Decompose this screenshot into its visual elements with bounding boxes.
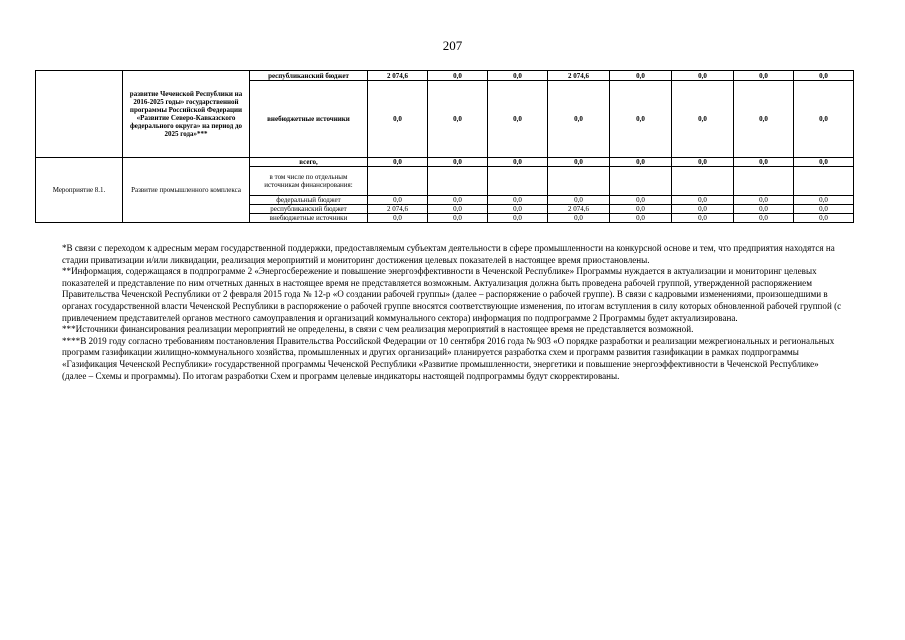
- measure-name: Развитие промышленного комплекса: [123, 158, 250, 223]
- budget-table: [35, 70, 854, 223]
- value-cell: 0,0: [428, 196, 488, 205]
- value-cell: 0,0: [794, 196, 854, 205]
- value-cell: 0,0: [734, 81, 794, 158]
- value-cell: 0,0: [548, 81, 610, 158]
- source-cell: республиканский бюджет: [250, 71, 368, 81]
- value-cell: 0,0: [610, 158, 672, 167]
- value-cell: 0,0: [488, 158, 548, 167]
- footnotes: [62, 243, 844, 382]
- table-cell-empty: [794, 167, 854, 196]
- value-cell: 2 074,6: [548, 205, 610, 214]
- value-cell: 0,0: [672, 71, 734, 81]
- value-cell: 0,0: [794, 158, 854, 167]
- value-cell: 0,0: [428, 71, 488, 81]
- value-cell: 0,0: [672, 81, 734, 158]
- source-cell: федеральный бюджет: [250, 196, 368, 205]
- source-cell: внебюджетные источники: [250, 214, 368, 223]
- table-row: [36, 71, 854, 81]
- table-cell-empty: [368, 167, 428, 196]
- measure-code: Мероприятие 8.1.: [36, 158, 123, 223]
- value-cell: 2 074,6: [368, 71, 428, 81]
- value-cell: 0,0: [734, 205, 794, 214]
- value-cell: 0,0: [548, 196, 610, 205]
- value-cell: 0,0: [672, 205, 734, 214]
- value-cell: 0,0: [368, 196, 428, 205]
- table-cell-empty: [548, 167, 610, 196]
- value-cell: 0,0: [672, 158, 734, 167]
- value-cell: 0,0: [734, 71, 794, 81]
- value-cell: 0,0: [794, 214, 854, 223]
- value-cell: 0,0: [734, 196, 794, 205]
- value-cell: 0,0: [428, 214, 488, 223]
- table-row: [36, 158, 854, 167]
- footnote: ***Источники финансирования реализации мероприятий не определены, в связи с чем реализация мероприятий в настоящее время не представляется возможной.: [62, 324, 694, 335]
- value-cell: 0,0: [428, 81, 488, 158]
- value-cell: 0,0: [610, 81, 672, 158]
- value-cell: 0,0: [734, 214, 794, 223]
- value-cell: 0,0: [610, 71, 672, 81]
- value-cell: 2 074,6: [548, 71, 610, 81]
- table-cell-empty: [488, 167, 548, 196]
- value-cell: 0,0: [368, 81, 428, 158]
- value-cell: 0,0: [794, 71, 854, 81]
- value-cell: 0,0: [672, 214, 734, 223]
- source-cell: республиканский бюджет: [250, 205, 368, 214]
- value-cell: 0,0: [488, 81, 548, 158]
- source-cell: всего,: [250, 158, 368, 167]
- table-cell-empty: [672, 167, 734, 196]
- value-cell: 0,0: [428, 158, 488, 167]
- table-cell-empty: [734, 167, 794, 196]
- value-cell: 0,0: [368, 158, 428, 167]
- source-cell: внебюджетные источники: [250, 81, 368, 158]
- value-cell: 0,0: [610, 214, 672, 223]
- value-cell: 0,0: [734, 158, 794, 167]
- value-cell: 0,0: [488, 205, 548, 214]
- value-cell: 0,0: [672, 196, 734, 205]
- value-cell: 2 074,6: [368, 205, 428, 214]
- value-cell: 0,0: [610, 196, 672, 205]
- value-cell: 0,0: [610, 205, 672, 214]
- value-cell: 0,0: [428, 205, 488, 214]
- value-cell: 0,0: [548, 214, 610, 223]
- table-cell-empty: [610, 167, 672, 196]
- value-cell: 0,0: [488, 71, 548, 81]
- value-cell: 0,0: [794, 81, 854, 158]
- continued-measure-name: развитие Чеченской Республики на 2016-2025 годы» государственной программы Российской Федерации «Развитие Северо-Кавказского федерального округа» на период до 2025 года»***: [123, 71, 250, 158]
- footnote: *В связи с переходом к адресным мерам государственной поддержки, предоставляемым субъектам деятельности в сфере промышленности на конкурсной основе и тем, что предприятия находятся на стадии приватизации и/или ликвидации, реализация мероприятий и мониторинг достижения целевых показателей в настоящее время приостановлены.: [62, 243, 835, 265]
- value-cell: 0,0: [488, 196, 548, 205]
- table-cell-empty: [428, 167, 488, 196]
- footnote: **Информация, содержащаяся в подпрограмме 2 «Энергосбережение и повышение энергоэффективности в Чеченской Республике» Программы нуждается в актуализации и мониторинг целевых показателей и представление по ним отчетных данных в настоящее время не представляется возможным. Актуализация должна быть проведена рабочей группой, утвержденной распоряжением Правительства Чеченской Республики от 2 февраля 2015 года № 12-р «О создании рабочей группы» (далее – распоряжение о рабочей группе). В связи с кадровыми изменениями, произошедшими в органах государственной власти Чеченской Республики в распоряжение о рабочей группе вносятся соответствующие изменения, по итогам вступления в силу которых обновленной рабочей группой (с привлечением представителей органов местного самоуправления и организаций коммунального сектора) информация по подпрограмме 2 Программы будет актуализирована.: [62, 266, 842, 323]
- including-label: в том числе по отдельным источникам финансирования:: [250, 167, 368, 196]
- value-cell: 0,0: [368, 214, 428, 223]
- value-cell: 0,0: [488, 214, 548, 223]
- value-cell: 0,0: [548, 158, 610, 167]
- value-cell: 0,0: [794, 205, 854, 214]
- footnote: ****В 2019 году согласно требованиям постановления Правительства Российской Федерации от 10 сентября 2016 года № 903 «О порядке разработки и реализации межрегиональных и региональных программ газификации жилищно-коммунального хозяйства, промышленных и других организаций» планируется разработка схем и программ развития газификации в рамках подпрограммы «Газификация Чеченской Республики» государственной программы Чеченской Республики «Развитие промышленности, энергетики и повышение энергоэффективности в Чеченской Республике» (далее – Схемы и программы). По итогам разработки Схем и программ целевые индикаторы настоящей подпрограммы будут скорректированы.: [62, 335, 835, 381]
- table-cell-empty: [36, 71, 123, 158]
- page-number: 207: [442, 38, 463, 53]
